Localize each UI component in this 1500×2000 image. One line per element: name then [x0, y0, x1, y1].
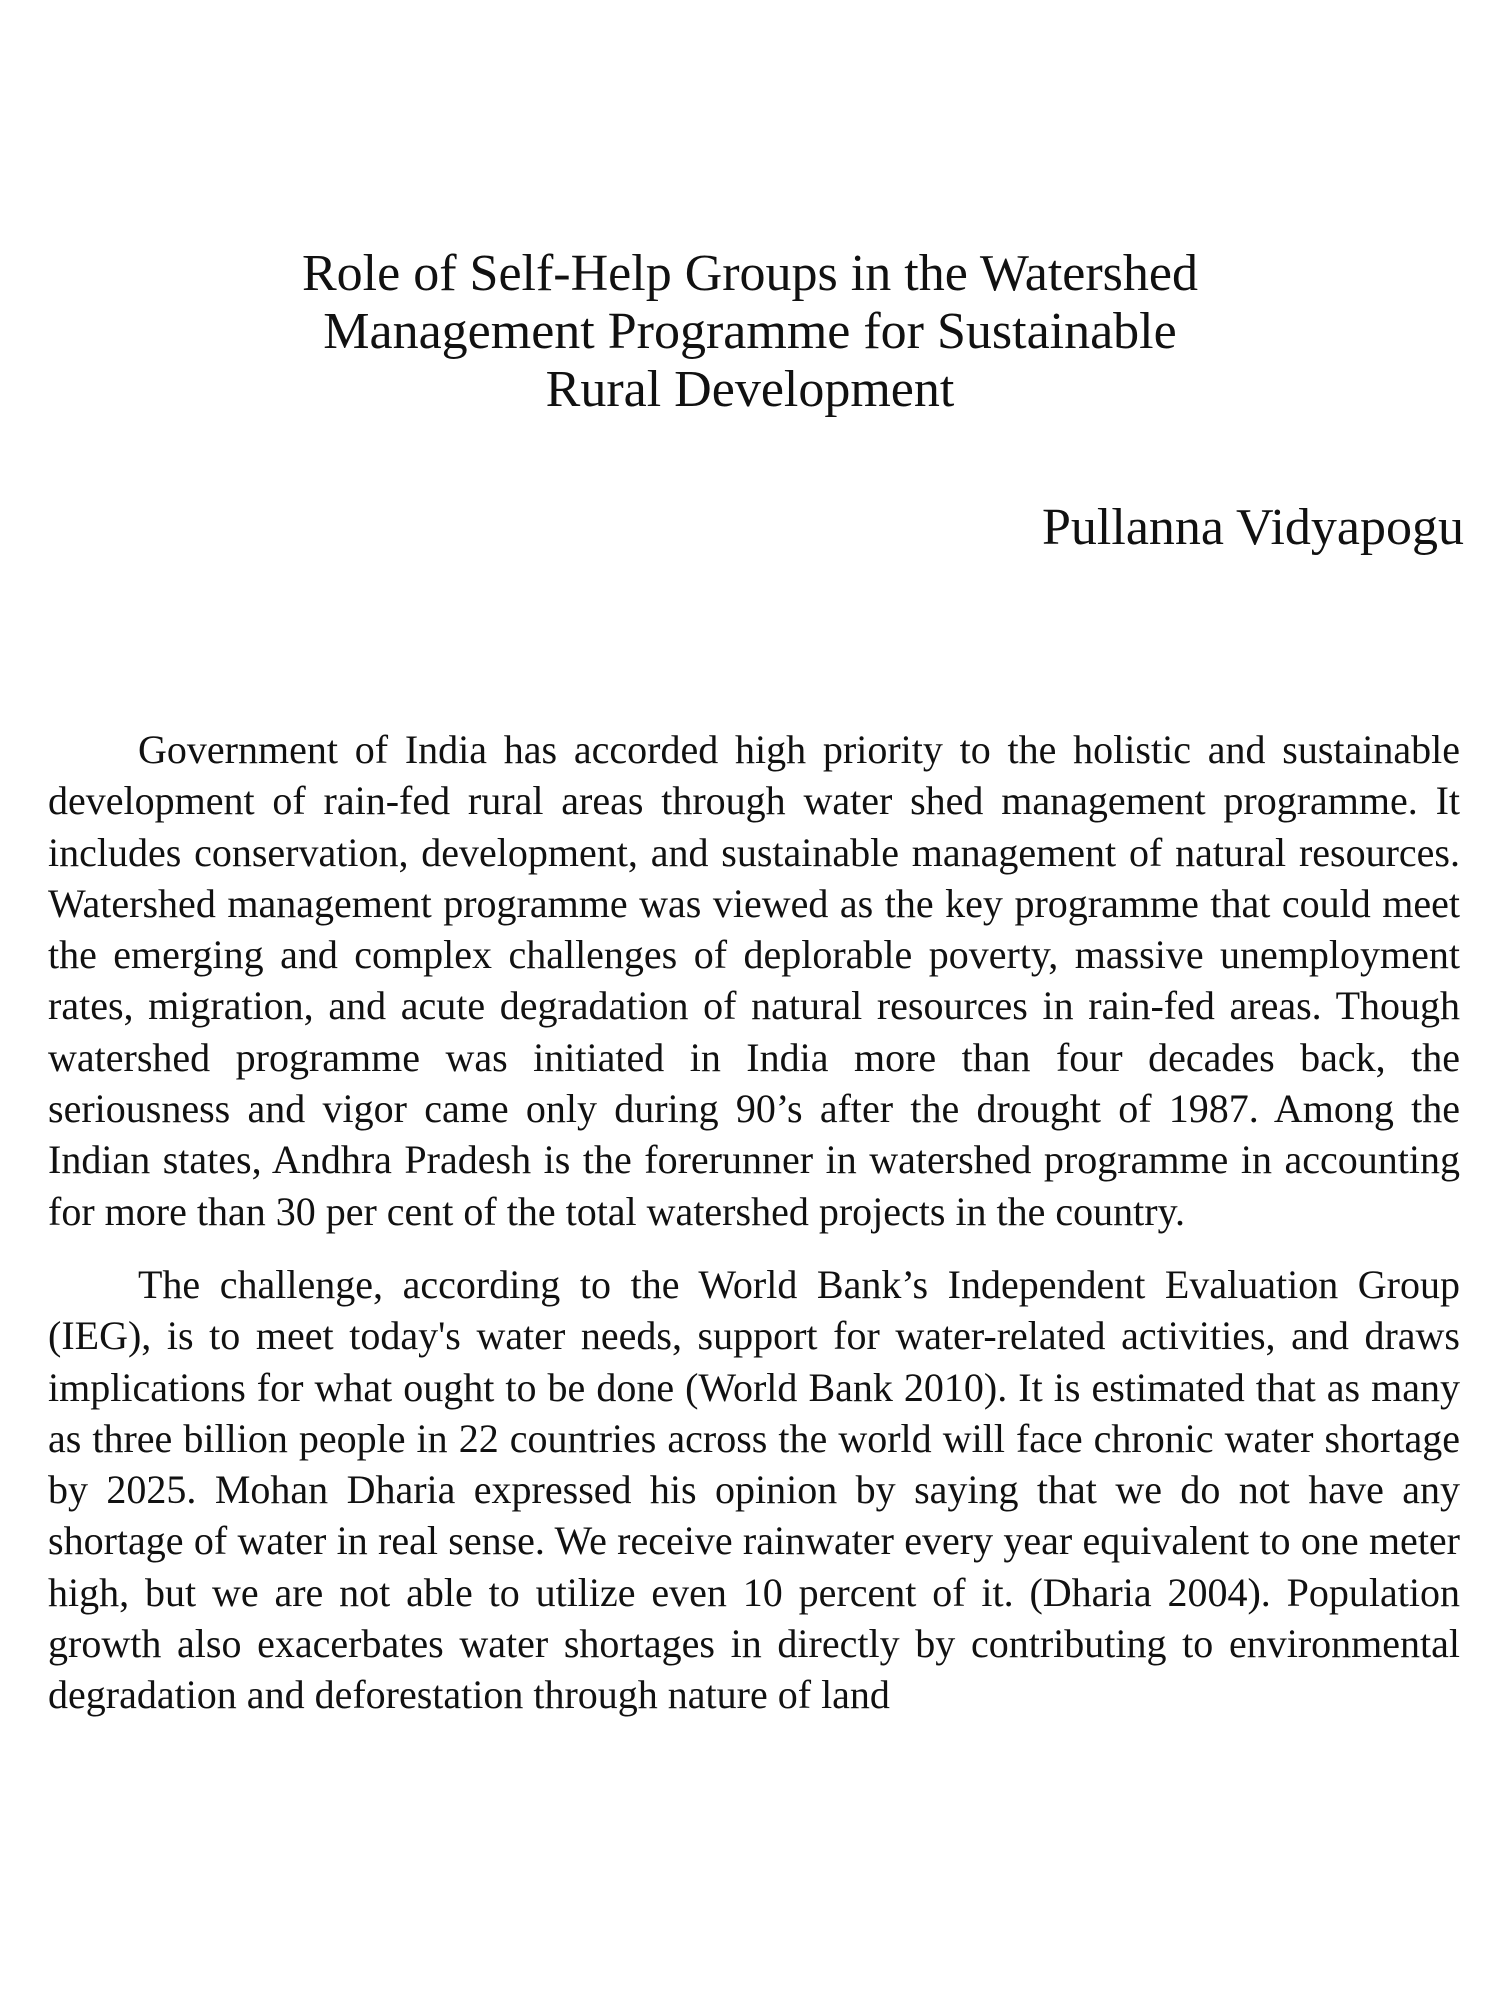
article-author: Pullanna Vidyapogu	[1042, 499, 1464, 556]
article-title	[100, 245, 1400, 419]
article-body	[48, 724, 1460, 1721]
body-paragraph-1: Government of India has accorded high priority to the holistic and sustainable development of rain-fed rural areas through water shed management programme. It includes conservation, development, and sustainable management of natural resources. Watershed management programme was viewed as the key programme that could meet the emerging and complex challenges of deplorable poverty, massive unemployment rates, migration, and acute degradation of natural resources in rain-fed areas. Though watershed programme was initiated in India more than four decades back, the seriousness and vigor came only during 90’s after the drought of 1987. Among the Indian states, Andhra Pradesh is the forerunner in watershed programme in accounting for more than 30 per cent of the total watershed projects in the country.	[48, 727, 1460, 1234]
article-title-line-1: Role of Self-Help Groups in the Watershed	[302, 245, 1198, 302]
body-paragraph-2: The challenge, according to the World Bank’s Independent Evaluation Group (IEG), is to meet today's water needs, support for water-related activities, and draws implications for what ought to be done (World Bank 2010). It is estimated that as many as three billion people in 22 countries across the world will face chronic water shortage by 2025. Mohan Dharia expressed his opinion by saying that we do not have any shortage of water in real sense. We receive rainwater every year equivalent to one meter high, but we are not able to utilize even 10 percent of it. (Dharia 2004). Population growth also exacerbates water shortages in directly by contributing to environmental degradation and deforestation through nature of land	[48, 1261, 1460, 1718]
article-title-line-3: Rural Development	[545, 361, 955, 418]
article-title-line-2: Management Programme for Sustainable	[323, 303, 1177, 360]
